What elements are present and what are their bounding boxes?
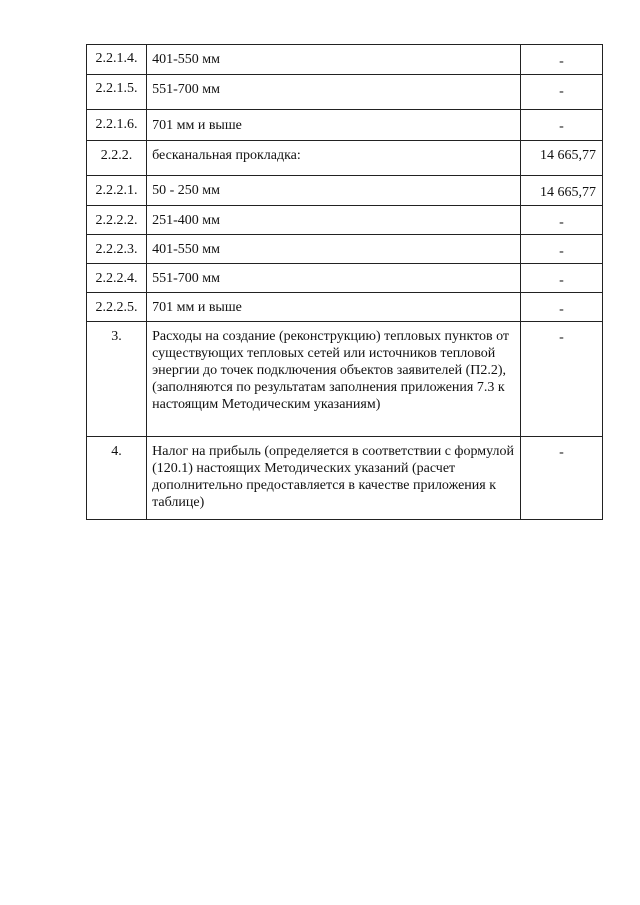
table-row bbox=[87, 176, 603, 206]
row-number: 2.2.1.5. bbox=[87, 75, 147, 110]
row-value: - bbox=[520, 293, 602, 322]
row-description: 551-700 мм bbox=[147, 75, 521, 110]
tariff-table bbox=[86, 44, 603, 520]
row-description: 551-700 мм bbox=[147, 264, 521, 293]
table-row bbox=[87, 141, 603, 176]
row-value: - bbox=[520, 206, 602, 235]
row-number: 2.2.2. bbox=[87, 141, 147, 176]
row-value: - bbox=[520, 264, 602, 293]
row-value: - bbox=[520, 110, 602, 141]
row-number: 2.2.2.5. bbox=[87, 293, 147, 322]
row-number: 2.2.2.1. bbox=[87, 176, 147, 206]
table-row bbox=[87, 437, 603, 520]
table-row bbox=[87, 322, 603, 437]
table-row bbox=[87, 264, 603, 293]
row-description: 251-400 мм bbox=[147, 206, 521, 235]
row-value: 14 665,77 bbox=[520, 176, 602, 206]
row-number: 3. bbox=[87, 322, 147, 437]
row-number: 4. bbox=[87, 437, 147, 520]
row-value: - bbox=[520, 322, 602, 437]
row-number: 2.2.2.4. bbox=[87, 264, 147, 293]
table-row bbox=[87, 235, 603, 264]
row-value: - bbox=[520, 45, 602, 75]
table-row bbox=[87, 75, 603, 110]
row-description: 701 мм и выше bbox=[147, 110, 521, 141]
row-value: - bbox=[520, 235, 602, 264]
table-row bbox=[87, 110, 603, 141]
row-description: Расходы на создание (реконструкцию) тепловых пунктов от существующих тепловых сетей или источников тепловой энергии до точек подключения объектов заявителей (П2.2), (заполняются по результатам заполнения приложения 7.3 к настоящим Методическим указаниям) bbox=[147, 322, 521, 437]
table-row bbox=[87, 293, 603, 322]
row-number: 2.2.1.6. bbox=[87, 110, 147, 141]
row-number: 2.2.2.2. bbox=[87, 206, 147, 235]
row-value: 14 665,77 bbox=[520, 141, 602, 176]
table-row bbox=[87, 206, 603, 235]
row-description: 401-550 мм bbox=[147, 45, 521, 75]
row-description: бесканальная прокладка: bbox=[147, 141, 521, 176]
row-description: 701 мм и выше bbox=[147, 293, 521, 322]
row-description: 401-550 мм bbox=[147, 235, 521, 264]
row-description: Налог на прибыль (определяется в соответствии с формулой (120.1) настоящих Методических указаний (расчет дополнительно предоставляется в качестве приложения к таблице) bbox=[147, 437, 521, 520]
row-value: - bbox=[520, 437, 602, 520]
row-number: 2.2.2.3. bbox=[87, 235, 147, 264]
table-row bbox=[87, 45, 603, 75]
row-value: - bbox=[520, 75, 602, 110]
row-number: 2.2.1.4. bbox=[87, 45, 147, 75]
row-description: 50 - 250 мм bbox=[147, 176, 521, 206]
